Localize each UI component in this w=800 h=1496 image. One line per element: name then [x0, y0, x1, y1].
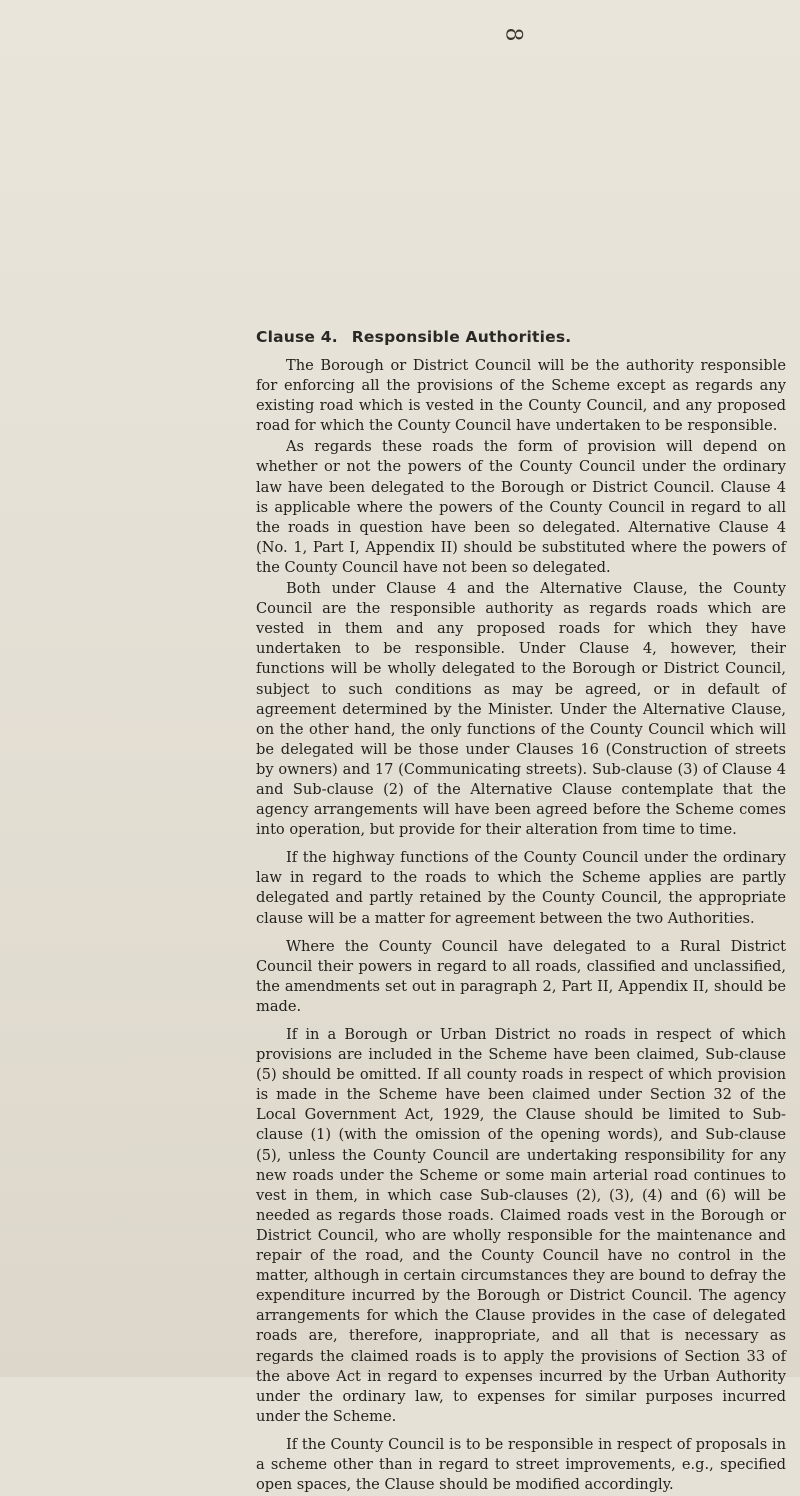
clause-title: Responsible Authorities.	[351, 328, 572, 346]
paragraph-2: As regards these roads the form of provision will depend on whether or not the powers of the County Council under the ordinary law have been delegated to the Borough or District Council. Clause 4 is applicable where the powers of the County Council in regard to all the roads in question have been so delegated. Alternative Clause 4 (No. 1, Part I, Appendix II) should be substituted where the powers of the County Council have not been so delegated.	[256, 438, 786, 576]
page-number: 8	[500, 27, 526, 42]
paragraph-1: The Borough or District Council will be the authority responsible for enforcing all the provisions of the Scheme except as regards any existing road which is vested in the County Council, and any proposed road for which the County Council have undertaken to be responsible.	[256, 357, 786, 435]
paragraph-4: If the highway functions of the County Council under the ordinary law in regard to the roads to which the Scheme applies are partly delegated and partly retained by the County Council, the appropriate clause will be a matter for agreement between the two Authorities.	[256, 849, 786, 927]
paragraph-6: If in a Borough or Urban District no roads in respect of which provisions are included in the Scheme have been claimed, Sub-clause (5) should be omitted. If all county roads in respect of which provision is made in the Scheme have been claimed under Section 32 of the Local Government Act, 1929, the Clause should be limited to Sub-clause (1) (with the omission of the opening words), and Sub-clause (5), unless the County Council are undertaking responsibility for any new roads under the Scheme or some main arterial road continues to vest in them, in which case Sub-clauses (2), (3), (4) and (6) will be needed as regards those roads. Claimed roads vest in the Borough or District Council, who are wholly responsible for the maintenance and repair of the road, and the County Council have no control in the matter, although in certain circumstances they are bound to defray the expenditure incurred by the Borough or District Council. The agency arrangements for which the Clause provides in the case of delegated roads are, therefore, inappropriate, and all that is necessary as regards the claimed roads is to apply the provisions of Section 33 of the above Act in regard to expenses incurred by the Urban Authority under the ordinary law, to expenses for similar purposes incurred under the Scheme.	[256, 1026, 786, 1425]
paragraph-7: If the County Council is to be responsible in respect of proposals in a scheme other than in regard to street improvements, e.g., specified open spaces, the Clause should be modified accordingly.	[256, 1435, 786, 1494]
clause-number: Clause 4.	[256, 328, 338, 346]
clause-section	[256, 328, 786, 1496]
paragraph-5: Where the County Council have delegated to a Rural District Council their powers in regard to all roads, classified and unclassified, the amendments set out in paragraph 2, Part II, Appendix II, should be made.	[256, 937, 786, 1015]
clause-heading	[256, 328, 786, 346]
paragraph-3: Both under Clause 4 and the Alternative Clause, the County Council are the responsible authority as regards roads which are vested in them and any proposed roads for which they have undertaken to be responsible. Under Clause 4, however, their functions will be wholly delegated to the Borough or District Council, subject to such conditions as may be agreed, or in default of agreement determined by the Minister. Under the Alternative Clause, on the other hand, the only functions of the County Council which will be delegated will be those under Clauses 16 (Construction of streets by owners) and 17 (Communicating streets). Sub-clause (3) of Clause 4 and Sub-clause (2) of the Alternative Clause contemplate that the agency arrangements will have been agreed before the Scheme comes into operation, but provide for their alteration from time to time.	[256, 580, 786, 839]
